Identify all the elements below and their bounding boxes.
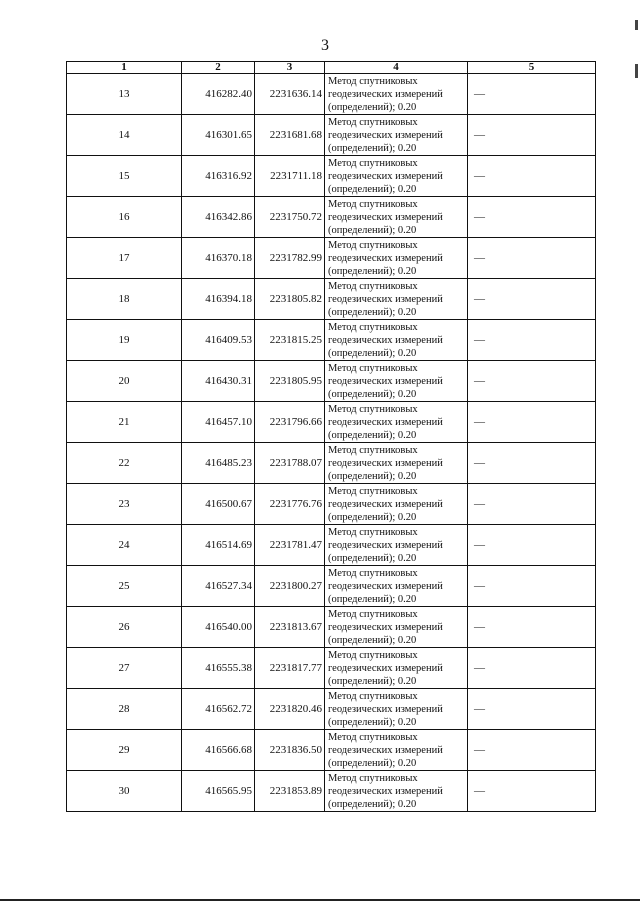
method-line-1: Метод спутниковых: [328, 485, 418, 497]
y-coordinate-cell: 2231711.18: [255, 156, 325, 197]
x-coordinate-cell: 416342.86: [182, 197, 255, 238]
point-number-cell: 25: [67, 566, 182, 607]
column-header-2: 2: [182, 62, 255, 74]
method-line-1: Метод спутниковых: [328, 772, 418, 784]
method-cell: [325, 607, 468, 648]
method-line-2: геодезических измерений: [328, 211, 443, 223]
note-cell: —: [468, 238, 596, 279]
method-cell: [325, 361, 468, 402]
method-line-2: геодезических измерений: [328, 293, 443, 305]
method-line-1: Метод спутниковых: [328, 731, 418, 743]
note-cell: —: [468, 607, 596, 648]
table-row: [67, 115, 596, 156]
table-row: [67, 402, 596, 443]
point-number-cell: 21: [67, 402, 182, 443]
method-cell: [325, 730, 468, 771]
x-coordinate-cell: 416370.18: [182, 238, 255, 279]
x-coordinate-cell: 416316.92: [182, 156, 255, 197]
method-line-3: (определений); 0.20: [328, 306, 417, 318]
x-coordinate-cell: 416394.18: [182, 279, 255, 320]
method-line-3: (определений); 0.20: [328, 470, 417, 482]
table-row: [67, 525, 596, 566]
point-number-cell: 23: [67, 484, 182, 525]
method-line-3: (определений); 0.20: [328, 388, 417, 400]
point-number-cell: 15: [67, 156, 182, 197]
table-row: [67, 566, 596, 607]
method-cell: [325, 771, 468, 812]
table-row: [67, 320, 596, 361]
y-coordinate-cell: 2231636.14: [255, 74, 325, 115]
note-cell: —: [468, 771, 596, 812]
method-line-2: геодезических измерений: [328, 785, 443, 797]
point-number-cell: 28: [67, 689, 182, 730]
table-row: [67, 238, 596, 279]
method-line-2: геодезических измерений: [328, 539, 443, 551]
method-line-3: (определений); 0.20: [328, 429, 417, 441]
point-number-cell: 18: [67, 279, 182, 320]
column-header-4: 4: [325, 62, 468, 74]
method-cell: [325, 689, 468, 730]
method-line-1: Метод спутниковых: [328, 690, 418, 702]
method-line-2: геодезических измерений: [328, 416, 443, 428]
note-cell: —: [468, 74, 596, 115]
method-line-2: геодезических измерений: [328, 744, 443, 756]
table-row: [67, 74, 596, 115]
scan-edge-mark: [635, 20, 638, 30]
point-number-cell: 24: [67, 525, 182, 566]
point-number-cell: 17: [67, 238, 182, 279]
x-coordinate-cell: 416514.69: [182, 525, 255, 566]
method-line-2: геодезических измерений: [328, 252, 443, 264]
table-row: [67, 361, 596, 402]
table-header-row: [67, 62, 596, 74]
method-line-1: Метод спутниковых: [328, 362, 418, 374]
y-coordinate-cell: 2231681.68: [255, 115, 325, 156]
method-line-2: геодезических измерений: [328, 375, 443, 387]
method-line-1: Метод спутниковых: [328, 444, 418, 456]
point-number-cell: 13: [67, 74, 182, 115]
method-line-3: (определений); 0.20: [328, 716, 417, 728]
x-coordinate-cell: 416500.67: [182, 484, 255, 525]
method-line-3: (определений); 0.20: [328, 675, 417, 687]
point-number-cell: 20: [67, 361, 182, 402]
method-line-3: (определений); 0.20: [328, 552, 417, 564]
method-line-3: (определений); 0.20: [328, 265, 417, 277]
method-cell: [325, 156, 468, 197]
method-line-3: (определений); 0.20: [328, 511, 417, 523]
method-line-2: геодезических измерений: [328, 580, 443, 592]
table-row: [67, 197, 596, 238]
method-line-3: (определений); 0.20: [328, 593, 417, 605]
method-line-1: Метод спутниковых: [328, 198, 418, 210]
note-cell: —: [468, 443, 596, 484]
x-coordinate-cell: 416409.53: [182, 320, 255, 361]
x-coordinate-cell: 416540.00: [182, 607, 255, 648]
table-row: [67, 689, 596, 730]
scan-edge-mark: [635, 64, 638, 78]
method-line-1: Метод спутниковых: [328, 567, 418, 579]
table-row: [67, 484, 596, 525]
method-cell: [325, 238, 468, 279]
method-cell: [325, 74, 468, 115]
point-number-cell: 26: [67, 607, 182, 648]
method-line-2: геодезических измерений: [328, 662, 443, 674]
note-cell: —: [468, 402, 596, 443]
method-line-1: Метод спутниковых: [328, 239, 418, 251]
y-coordinate-cell: 2231796.66: [255, 402, 325, 443]
table-row: [67, 607, 596, 648]
point-number-cell: 29: [67, 730, 182, 771]
method-line-1: Метод спутниковых: [328, 321, 418, 333]
y-coordinate-cell: 2231820.46: [255, 689, 325, 730]
y-coordinate-cell: 2231853.89: [255, 771, 325, 812]
method-cell: [325, 320, 468, 361]
x-coordinate-cell: 416282.40: [182, 74, 255, 115]
coordinates-table: [66, 61, 596, 812]
point-number-cell: 22: [67, 443, 182, 484]
note-cell: —: [468, 525, 596, 566]
method-cell: [325, 443, 468, 484]
y-coordinate-cell: 2231836.50: [255, 730, 325, 771]
method-line-3: (определений); 0.20: [328, 224, 417, 236]
method-line-3: (определений); 0.20: [328, 142, 417, 154]
y-coordinate-cell: 2231776.76: [255, 484, 325, 525]
table-body: [67, 74, 596, 812]
note-cell: —: [468, 730, 596, 771]
point-number-cell: 30: [67, 771, 182, 812]
method-cell: [325, 115, 468, 156]
method-line-1: Метод спутниковых: [328, 157, 418, 169]
note-cell: —: [468, 115, 596, 156]
method-cell: [325, 279, 468, 320]
method-line-3: (определений); 0.20: [328, 101, 417, 113]
method-line-1: Метод спутниковых: [328, 280, 418, 292]
x-coordinate-cell: 416527.34: [182, 566, 255, 607]
x-coordinate-cell: 416565.95: [182, 771, 255, 812]
method-line-2: геодезических измерений: [328, 457, 443, 469]
table-row: [67, 443, 596, 484]
method-line-2: геодезических измерений: [328, 498, 443, 510]
page-bottom-rule: [0, 899, 640, 901]
method-line-1: Метод спутниковых: [328, 403, 418, 415]
table-row: [67, 279, 596, 320]
note-cell: —: [468, 279, 596, 320]
table-row: [67, 648, 596, 689]
table-row: [67, 771, 596, 812]
method-line-2: геодезических измерений: [328, 129, 443, 141]
note-cell: —: [468, 361, 596, 402]
method-line-1: Метод спутниковых: [328, 75, 418, 87]
x-coordinate-cell: 416562.72: [182, 689, 255, 730]
y-coordinate-cell: 2231815.25: [255, 320, 325, 361]
method-cell: [325, 525, 468, 566]
method-cell: [325, 648, 468, 689]
y-coordinate-cell: 2231805.82: [255, 279, 325, 320]
x-coordinate-cell: 416555.38: [182, 648, 255, 689]
y-coordinate-cell: 2231782.99: [255, 238, 325, 279]
x-coordinate-cell: 416301.65: [182, 115, 255, 156]
method-line-1: Метод спутниковых: [328, 649, 418, 661]
method-cell: [325, 197, 468, 238]
x-coordinate-cell: 416457.10: [182, 402, 255, 443]
method-line-3: (определений); 0.20: [328, 347, 417, 359]
method-cell: [325, 566, 468, 607]
method-line-2: геодезических измерений: [328, 703, 443, 715]
point-number-cell: 16: [67, 197, 182, 238]
y-coordinate-cell: 2231813.67: [255, 607, 325, 648]
point-number-cell: 27: [67, 648, 182, 689]
note-cell: —: [468, 689, 596, 730]
column-header-1: 1: [67, 62, 182, 74]
x-coordinate-cell: 416430.31: [182, 361, 255, 402]
point-number-cell: 14: [67, 115, 182, 156]
x-coordinate-cell: 416566.68: [182, 730, 255, 771]
page-number: 3: [321, 37, 329, 54]
method-cell: [325, 484, 468, 525]
method-line-3: (определений); 0.20: [328, 757, 417, 769]
note-cell: —: [468, 648, 596, 689]
note-cell: —: [468, 156, 596, 197]
method-line-3: (определений); 0.20: [328, 183, 417, 195]
note-cell: —: [468, 484, 596, 525]
method-line-1: Метод спутниковых: [328, 608, 418, 620]
y-coordinate-cell: 2231805.95: [255, 361, 325, 402]
x-coordinate-cell: 416485.23: [182, 443, 255, 484]
y-coordinate-cell: 2231788.07: [255, 443, 325, 484]
y-coordinate-cell: 2231817.77: [255, 648, 325, 689]
note-cell: —: [468, 197, 596, 238]
table-row: [67, 156, 596, 197]
method-line-2: геодезических измерений: [328, 170, 443, 182]
column-header-3: 3: [255, 62, 325, 74]
method-line-3: (определений); 0.20: [328, 634, 417, 646]
point-number-cell: 19: [67, 320, 182, 361]
method-line-2: геодезических измерений: [328, 621, 443, 633]
method-cell: [325, 402, 468, 443]
method-line-1: Метод спутниковых: [328, 116, 418, 128]
y-coordinate-cell: 2231750.72: [255, 197, 325, 238]
y-coordinate-cell: 2231800.27: [255, 566, 325, 607]
table-row: [67, 730, 596, 771]
column-header-5: 5: [468, 62, 596, 74]
method-line-3: (определений); 0.20: [328, 798, 417, 810]
note-cell: —: [468, 320, 596, 361]
y-coordinate-cell: 2231781.47: [255, 525, 325, 566]
note-cell: —: [468, 566, 596, 607]
method-line-2: геодезических измерений: [328, 88, 443, 100]
method-line-1: Метод спутниковых: [328, 526, 418, 538]
method-line-2: геодезических измерений: [328, 334, 443, 346]
